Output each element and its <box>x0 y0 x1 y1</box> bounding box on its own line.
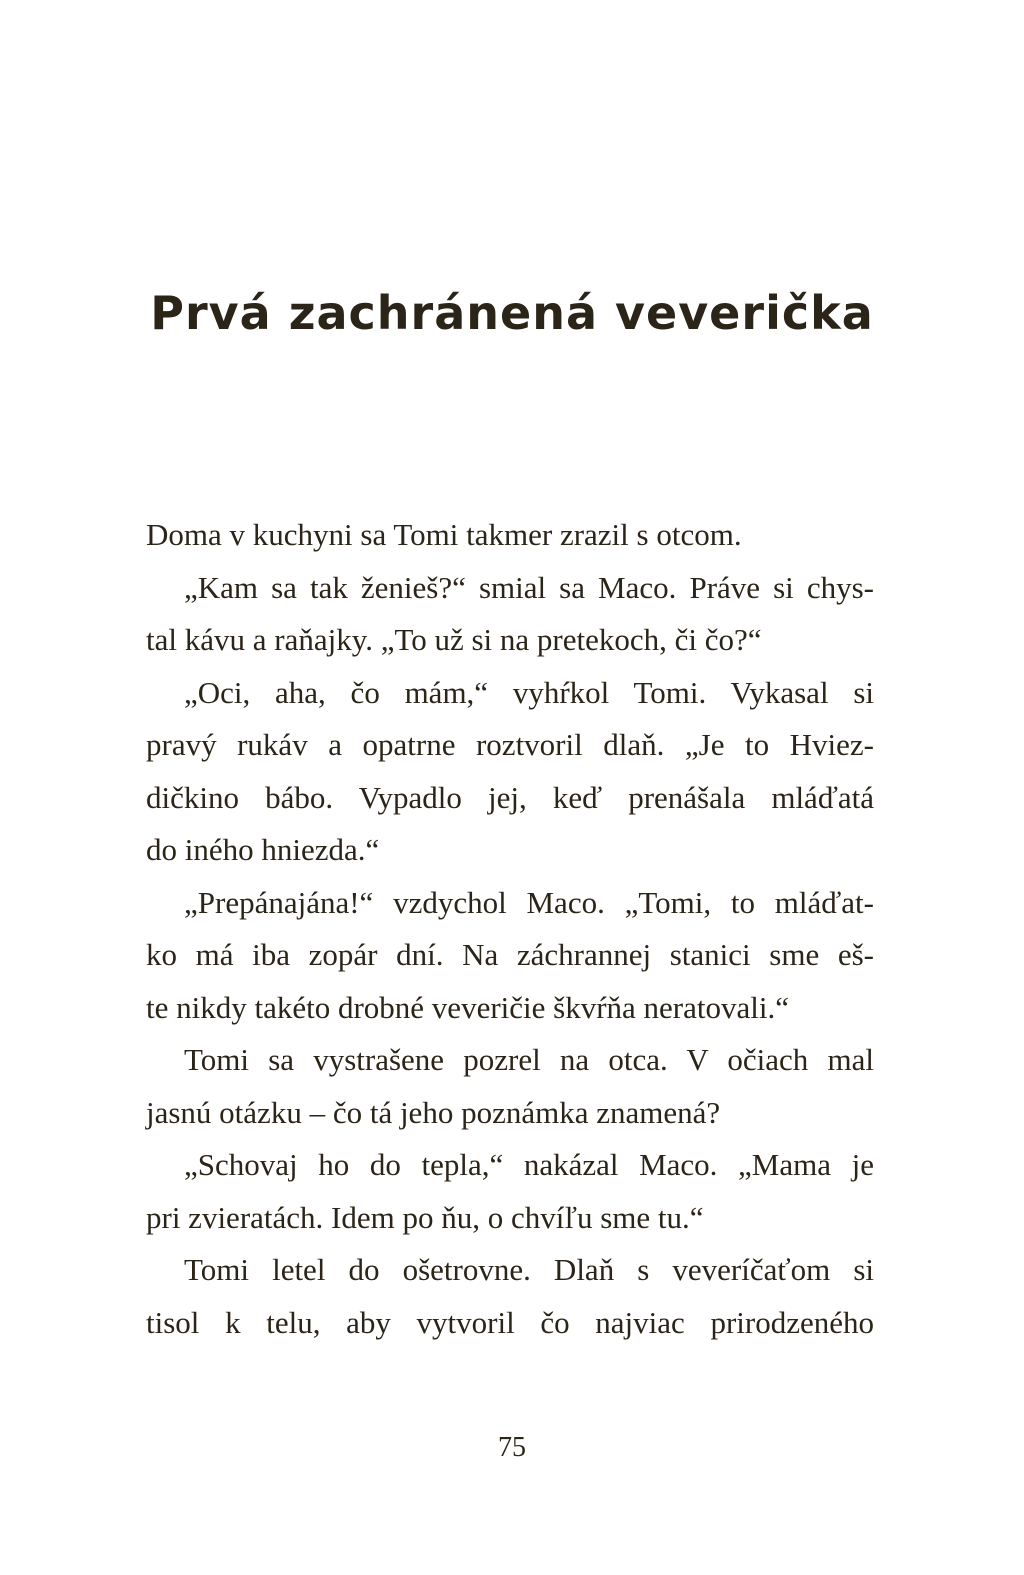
paragraph-2-line-1: pravý rukáv a opatrne roztvoril dlaň. „Je to Hviez- <box>146 727 874 762</box>
paragraph-6-line-0: Tomi letel do ošetrovne. Dlaň s veveríčaťom si <box>184 1252 874 1287</box>
paragraph-6-line-1: tisol k telu, aby vytvoril čo najviac prirodzeného <box>146 1304 874 1340</box>
paragraph-1-line-1: tal kávu a raňajky. „To už si na pretekoch, či čo?“ <box>146 622 762 657</box>
paragraph-2-line-3: do iného hniezda.“ <box>146 832 380 867</box>
paragraph-1-line-0: „Kam sa tak ženieš?“ smial sa Maco. Práve si chys- <box>184 569 874 605</box>
paragraph-3-line-1: ko má iba zopár dní. Na záchrannej stanici sme eš- <box>146 937 874 972</box>
paragraph-4-line-0: Tomi sa vystrašene pozrel na otca. V očiach mal <box>184 1042 874 1077</box>
body-text <box>146 509 874 1349</box>
paragraph-3-line-2: te nikdy takéto drobné veveričie škvŕňa neratovali.“ <box>146 989 789 1025</box>
paragraph-3-line-0: „Prepánajána!“ vzdychol Maco. „Tomi, to mláďat- <box>184 884 874 920</box>
paragraph-2-line-0: „Oci, aha, čo mám,“ vyhŕkol Tomi. Vykasal si <box>184 674 874 710</box>
page-number: 75 <box>498 1432 526 1463</box>
paragraph-2-line-2: dičkino bábo. Vypadlo jej, keď prenášala mláďatá <box>146 779 874 815</box>
paragraph-5-line-0: „Schovaj ho do tepla,“ nakázal Maco. „Mama je <box>184 1147 874 1182</box>
paragraph-0-line-0: Doma v kuchyni sa Tomi takmer zrazil s otcom. <box>146 517 742 552</box>
paragraph-4-line-1: jasnú otázku – čo tá jeho poznámka znamená? <box>146 1094 721 1130</box>
chapter-title: Prvá zachránená veverička <box>150 286 874 340</box>
paragraph-5-line-1: pri zvieratách. Idem po ňu, o chvíľu sme tu.“ <box>146 1199 704 1235</box>
